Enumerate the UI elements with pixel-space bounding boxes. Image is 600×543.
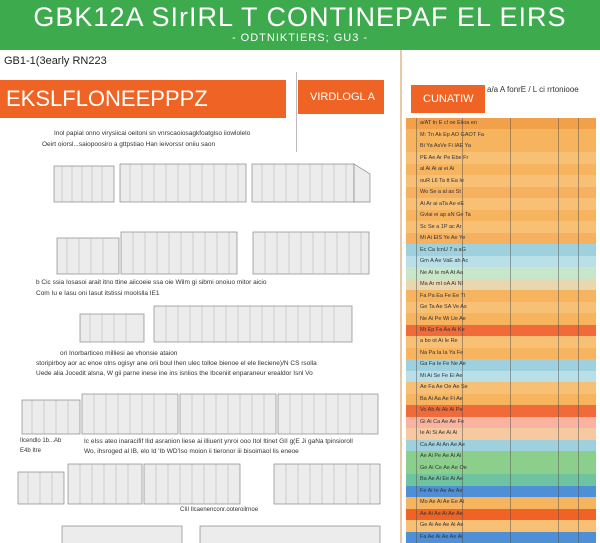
caption-left-2: E4b Itre (20, 448, 42, 454)
table-row-text: Fa Pa Ea Fe Ee Ti (420, 292, 465, 299)
table-row-text: Fa Ae Ai Ae Ae Ai (420, 533, 463, 540)
section4-text-line-1: Ic eIss ateo inaracifif Ilid asranion liese ai illiuerit ynroi ooo Itol Itinet GII g(E Ji gaNa tpinsioroll (84, 438, 353, 445)
section-tab-left: EKSLFLONEEPPPZ (0, 80, 286, 118)
section3-text-line-3: Uede alia Jocedit alsna, W gii parne inese ine ins isnlios the Ibceniit enparaneur erealdor Isnl Vo (36, 370, 313, 377)
bottom-caption: CIiI Ilcaenenconr.ooteroilrnoe (180, 507, 259, 513)
table-row (406, 405, 596, 417)
table-row-text: Vo Ab Ai Ak Ai Pe (420, 407, 463, 414)
table-row (406, 256, 596, 268)
table-row-text: al Ai Ai ai ei Ai (420, 166, 455, 173)
table-row (406, 290, 596, 302)
table-row (406, 382, 596, 394)
table-row-text: Na Pa Ia Ia Ya Fe (420, 349, 464, 356)
table-row-text: Ba Ae Ai Ee Ai Ae (420, 476, 464, 483)
table-row (406, 164, 596, 176)
table-row-text: Ba Ai Aa Ae Fi Ae (420, 395, 463, 402)
table-row (406, 325, 596, 337)
table-row (406, 428, 596, 440)
table-row (406, 336, 596, 348)
table-row-text: Ca Ae Ai An Ae Ae (420, 441, 465, 448)
table-row-text: Ec Ca IcnU 7 a aG (420, 246, 466, 253)
table-row-text: Ae Ai Ae Ai Ae Ae (420, 510, 463, 517)
table-column-line (578, 118, 579, 543)
table-row-text: Bi Ya AsVe Fi IAE Ya (420, 143, 471, 150)
table-row-text: Ga Fa Ie Fe Ne Ae (420, 361, 466, 368)
table-row (406, 267, 596, 279)
table-row-text: Wo Se a al as St (420, 189, 461, 196)
table-row-text: PE Ae Ar Pe Ebe Fr (420, 154, 469, 161)
table-row (406, 440, 596, 452)
section2-text-line-2: Com Iu e Iasu oni Iasut itstissi moolslla IE1 (36, 290, 160, 297)
table-row-text: Ge Ai Ae Ae Ai Ae (420, 522, 464, 529)
table-row-text: Gm A Ae VaE ah Ac (420, 258, 469, 265)
table-row-text: Ne Ai Pe Wi Ue Ae (420, 315, 466, 322)
table-row (406, 198, 596, 210)
table-column-line (558, 118, 559, 543)
container-row-4 (20, 388, 382, 436)
table-row (406, 244, 596, 256)
table-row-text: ouR L6 Ta tt Ea Ie (420, 177, 464, 184)
title-banner (0, 0, 600, 50)
intro-text-line-1: Inol papial onno virysiicai oeitoni sn vnrscaoiosagkfoatgiso iiowlolelo (54, 130, 251, 137)
table-row (406, 118, 596, 130)
section-tab-right: CUNATIW (411, 85, 485, 113)
table-row (406, 451, 596, 463)
table-row-text: Gvlai ei ap aN Ge Ta (420, 212, 471, 219)
container-row-5 (16, 458, 386, 506)
table-row-text: a/AT tn E cl oe Eiioa en (420, 120, 477, 127)
table-row-text: a bo ot Ai Ie Re (420, 338, 458, 345)
table-column-line (416, 118, 417, 543)
spec-table (406, 118, 596, 543)
page-subtitle: - ODTNIKTIERS; GU3 - (231, 32, 369, 44)
table-row-text: Ma Ar mI oA Ai Nl (420, 281, 463, 288)
table-row-text: Ie Ai Si Ae Ai Ai (420, 430, 458, 437)
table-row-text: Mo Ae Ai Ae Ee Ai (420, 499, 465, 506)
table-row (406, 417, 596, 429)
table-row (406, 313, 596, 325)
table-row (406, 279, 596, 291)
table-row (406, 359, 596, 371)
table-column-line (510, 118, 511, 543)
table-row (406, 187, 596, 199)
table-row (406, 233, 596, 245)
table-row-text: Ai Ar ai aTa Ae eE (420, 200, 465, 207)
table-row (406, 221, 596, 233)
table-row-text: Mi Ai Se Fe Ei Ae (420, 372, 463, 379)
container-row-1 (52, 160, 374, 204)
table-row (406, 175, 596, 187)
table-row (406, 210, 596, 222)
table-row (406, 371, 596, 383)
table-row-text: Fe Ai Ie Ae Ae Ae (420, 487, 463, 494)
table-row-text: Ae Ai Pe Ae Ai Ai (420, 453, 462, 460)
section-tab-mid: VIRDLOGL A (298, 80, 384, 114)
table-row (406, 509, 596, 521)
caption-left-1: Ilcendlo 1b...Ab (20, 438, 62, 444)
container-row-6 (60, 520, 390, 543)
table-row (406, 302, 596, 314)
table-row (406, 463, 596, 475)
container-row-3 (78, 302, 366, 344)
section3-text-line-2: storipirboy aor ac enoe olns ogisyr ane orii boul lhen ulec tolloe bienoe el ele lleciene)/N CS rsolla (36, 360, 317, 367)
table-row-text: Sc Se a 1P ac Ar (420, 223, 462, 230)
intro-text-line-2: Oeirt oiorsl...saiopoosiro a gttpstiao Han ieivorssr oniiu saon (42, 141, 216, 148)
table-row (406, 348, 596, 360)
column-divider-mid (296, 72, 297, 152)
table-row (406, 520, 596, 532)
table-row (406, 497, 596, 509)
table-row-text: Gi Ai Ca Ae Ae Fe (420, 418, 465, 425)
table-row-text: Ge Ta Ae SA Ve As (420, 304, 467, 311)
table-row-text: M: Tn Ak Ep AO GAOT Fa (420, 131, 484, 138)
table-header-note: a/a A fonrE / L ci rrtoniooe (487, 85, 579, 94)
section3-text-line-1: ori Inorbarticeo milliesi ae vhonsie ataion (60, 350, 178, 357)
table-column-line (462, 118, 463, 543)
table-row-text: Ae Fa Ae Oe Ae Se (420, 384, 468, 391)
page-title: GBK12A SIrIRL T CONTINEPAF EL EIRS (33, 2, 567, 32)
section2-text-line-1: b Cic ssia Iosasoi arait itno ttine aiicoeie ssa oie Wilm gi sibmi onoiuo mitor aicio (36, 279, 267, 286)
table-row-text: Ne Ai Ie mA At Aa (420, 269, 464, 276)
document-code: GB1-1(3early RN223 (4, 55, 107, 67)
table-row (406, 474, 596, 486)
table-row-text: Mt Ep Fa Aa Ai Ke (420, 326, 465, 333)
table-row (406, 532, 596, 543)
column-divider (400, 50, 402, 543)
table-row (406, 152, 596, 164)
table-row (406, 394, 596, 406)
table-row (406, 141, 596, 153)
section4-text-line-2: Wo, ihsroged al IB, elo Id 'Ib WD'Iso moion ii tieronor iii bisoimaol lis eneoe (84, 448, 299, 455)
table-row-text: Ge Ai Ce Ae Ae Oe (420, 464, 467, 471)
table-row-text: Mi Ai ElS Ye Ae Ye (420, 235, 466, 242)
table-row (406, 486, 596, 498)
table-row (406, 129, 596, 141)
container-row-2 (55, 228, 375, 276)
